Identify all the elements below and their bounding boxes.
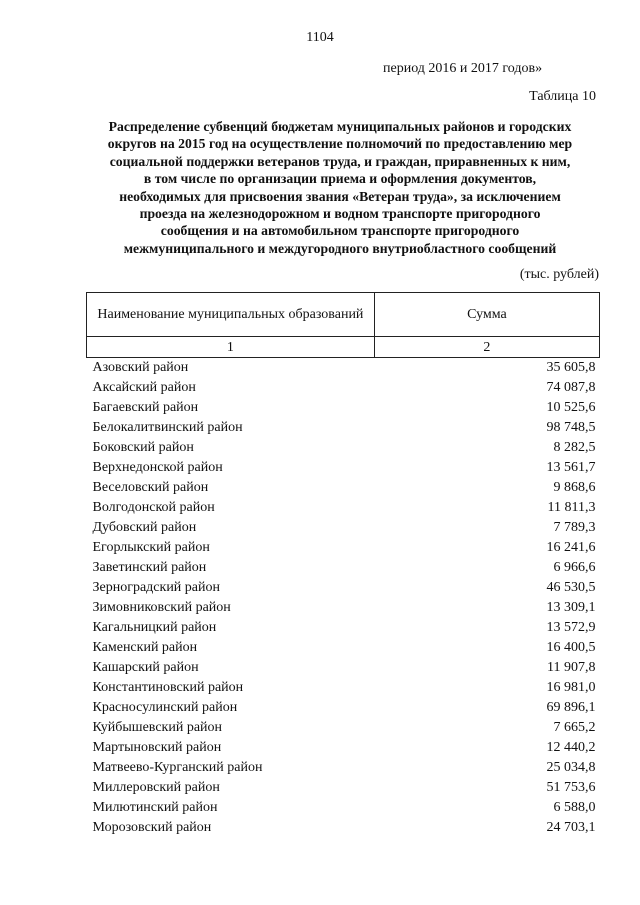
subvention-amount: 24 703,1 — [546, 820, 596, 835]
units-label: (тыс. рублей) — [519, 267, 599, 282]
subvention-amount: 16 400,5 — [546, 640, 596, 655]
title-line: округов на 2015 год на осуществление полномочий по предоставлению мер — [107, 136, 573, 152]
district-name: Багаевский район — [92, 400, 199, 415]
table-row — [87, 418, 600, 438]
table-row — [87, 398, 600, 418]
district-name: Куйбышевский район — [92, 720, 223, 735]
subvention-amount: 6 966,6 — [553, 560, 596, 575]
column-header-sum: Сумма — [374, 293, 599, 337]
subvention-amount: 9 868,6 — [553, 480, 596, 495]
title-line: межмуниципального и междугородного внутриобластного сообщений — [123, 240, 557, 256]
district-name: Красносулинский район — [92, 700, 238, 715]
district-name: Зимовниковский район — [92, 600, 231, 615]
table-row — [87, 598, 600, 618]
district-name: Веселовский район — [92, 480, 209, 495]
column-number-1: 1 — [87, 337, 375, 358]
table-row — [87, 678, 600, 698]
district-name: Милютинский район — [92, 800, 218, 815]
title-line: социальной поддержки ветеранов труда, и граждан, приравненных к ним, — [109, 153, 571, 169]
table-row — [87, 718, 600, 738]
table-row — [87, 778, 600, 798]
table-row — [87, 578, 600, 598]
subvention-amount: 7 665,2 — [553, 720, 596, 735]
subvention-amount: 25 034,8 — [546, 760, 596, 775]
table-label: Таблица 10 — [529, 89, 596, 104]
district-name: Зерноградский район — [92, 580, 220, 595]
subvention-amount: 46 530,5 — [546, 580, 596, 595]
subvention-amount: 16 981,0 — [546, 680, 596, 695]
district-name: Азовский район — [92, 360, 189, 375]
title-line: сообщения и на автомобильном транспорте пригородного — [160, 223, 520, 239]
district-name: Морозовский район — [92, 820, 212, 835]
table-row — [87, 818, 600, 838]
subvention-amount: 11 811,3 — [547, 500, 596, 515]
subvention-amount: 13 561,7 — [546, 460, 596, 475]
subvention-amount: 6 588,0 — [553, 800, 596, 815]
title-line: Распределение субвенций бюджетам муниципальных районов и городских — [108, 119, 572, 134]
district-name: Заветинский район — [92, 560, 207, 575]
title-line: в том числе по организации приема и оформления документов, — [143, 171, 537, 187]
title-line: необходимых для присвоения звания «Ветеран труда», за исключением — [119, 188, 561, 204]
district-name: Аксайский район — [92, 380, 196, 395]
table-row — [87, 478, 600, 498]
table-row — [87, 658, 600, 678]
table-row — [87, 378, 600, 398]
column-number-2: 2 — [374, 337, 599, 358]
table-row — [87, 758, 600, 778]
table-body — [87, 358, 600, 839]
subvention-amount: 7 789,3 — [553, 520, 596, 535]
district-name: Дубовский район — [92, 520, 197, 535]
district-name: Верхнедонской район — [92, 460, 223, 475]
district-name: Егорлыкский район — [92, 540, 210, 555]
district-name: Боковский район — [92, 440, 194, 455]
table-row — [87, 558, 600, 578]
page-number: 1104 — [306, 30, 334, 45]
table-row — [87, 358, 600, 379]
subvention-amount: 8 282,5 — [553, 440, 596, 455]
district-name: Каменский район — [92, 640, 198, 655]
district-name: Кашарский район — [92, 660, 199, 675]
subvention-amount: 13 572,9 — [546, 620, 596, 635]
district-name: Кагальницкий район — [92, 620, 217, 635]
subvention-amount: 12 440,2 — [546, 740, 596, 755]
table-row — [87, 638, 600, 658]
subvention-amount: 35 605,8 — [546, 360, 596, 375]
subvention-table — [86, 292, 600, 838]
subvention-amount: 51 753,6 — [546, 780, 596, 795]
table-row — [87, 498, 600, 518]
subvention-amount: 11 907,8 — [547, 660, 596, 675]
period-line: период 2016 и 2017 годов» — [383, 61, 543, 76]
table-title — [70, 118, 610, 257]
table-row — [87, 738, 600, 758]
table-row — [87, 798, 600, 818]
subvention-amount: 10 525,6 — [546, 400, 596, 415]
subvention-amount: 98 748,5 — [546, 420, 596, 435]
district-name: Белокалитвинский район — [92, 420, 243, 435]
table-row — [87, 538, 600, 558]
subvention-amount: 16 241,6 — [546, 540, 596, 555]
title-line: проезда на железнодорожном и водном транспорте пригородного — [139, 206, 541, 222]
subvention-amount: 13 309,1 — [546, 600, 596, 615]
table-row — [87, 438, 600, 458]
district-name: Матвеево-Курганский район — [92, 760, 263, 775]
district-name: Волгодонской район — [92, 500, 215, 515]
subvention-amount: 69 896,1 — [546, 700, 596, 715]
column-header-name: Наименование муниципальных образований — [87, 293, 375, 337]
district-name: Миллеровский район — [92, 780, 220, 795]
district-name: Мартыновский район — [92, 740, 222, 755]
table-row — [87, 698, 600, 718]
district-name: Константиновский район — [92, 680, 244, 695]
table-row — [87, 458, 600, 478]
subvention-amount: 74 087,8 — [546, 380, 596, 395]
table-row — [87, 518, 600, 538]
table-row — [87, 618, 600, 638]
